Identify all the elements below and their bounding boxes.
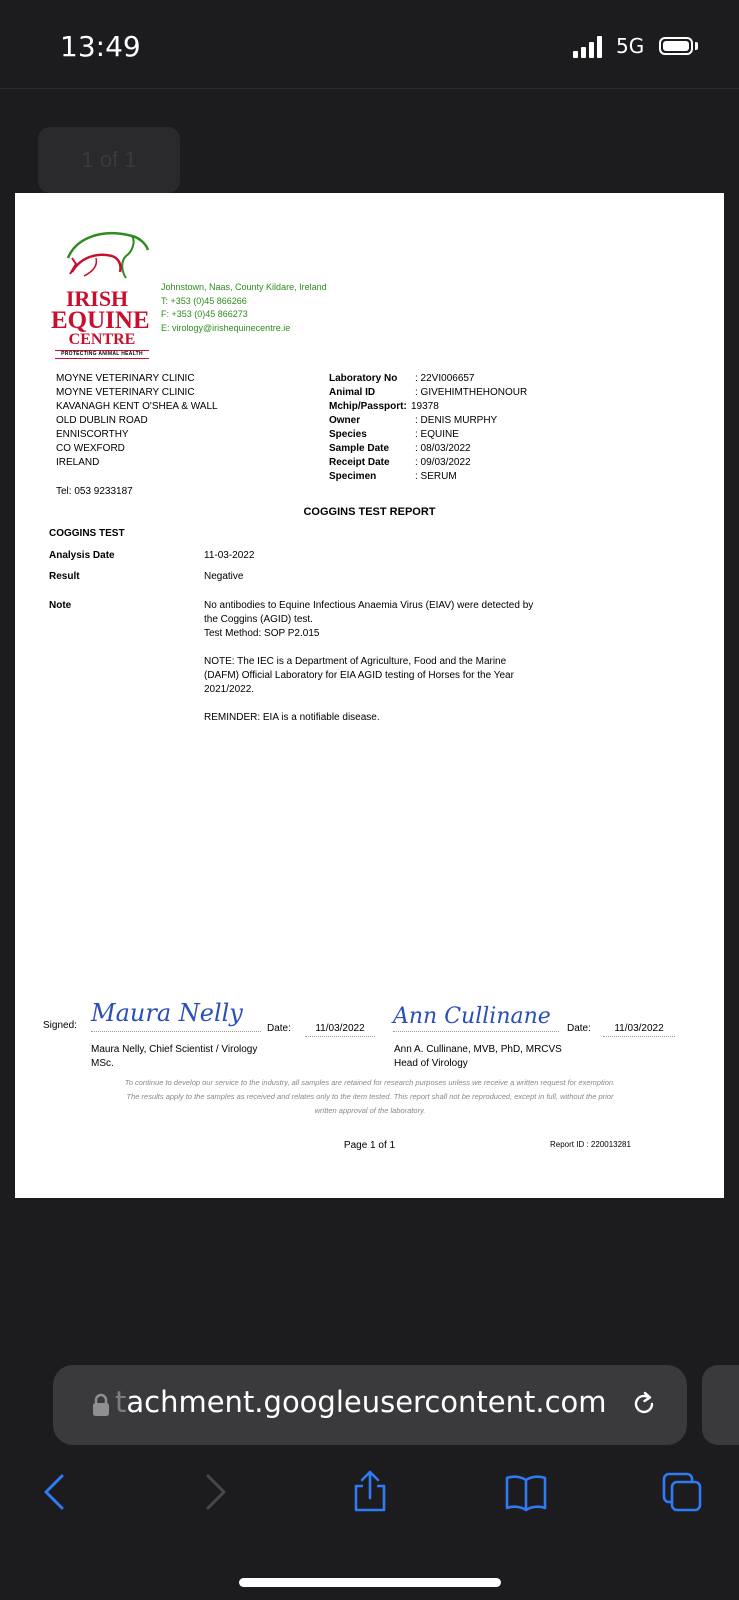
sample-details xyxy=(329,372,629,484)
note-line: No antibodies to Equine Infectious Anaemia Virus (EIAV) were detected by xyxy=(204,600,534,611)
detail-row xyxy=(329,414,629,428)
disclaimer-line: The results apply to the samples as received and relates only to the item tested. This report shall not be reproduced, except in full, without the prior xyxy=(126,1092,614,1101)
detail-label: Species xyxy=(329,429,367,440)
note-line: (DAFM) Official Laboratory for EIA AGID testing of Horses for the Year xyxy=(204,670,514,681)
client-line: CO WEXFORD xyxy=(56,443,125,454)
signal-icon xyxy=(573,36,607,58)
document-page xyxy=(15,193,724,1198)
divider xyxy=(0,88,739,89)
url-text-main: achment.googleusercontent.com xyxy=(126,1385,607,1419)
reload-icon[interactable] xyxy=(629,1389,659,1419)
detail-label: Owner xyxy=(329,415,361,426)
detail-value: : DENIS MURPHY xyxy=(415,415,498,426)
detail-label: Sample Date xyxy=(329,443,390,454)
network-label: 5G xyxy=(616,34,645,58)
back-icon[interactable] xyxy=(34,1470,78,1514)
detail-value: : 08/03/2022 xyxy=(415,443,471,454)
detail-label: Laboratory No xyxy=(329,373,398,384)
detail-label: Specimen xyxy=(329,471,377,482)
detail-label: Receipt Date xyxy=(329,457,390,468)
page-indicator: 1 of 1 xyxy=(38,127,180,193)
detail-value: : 09/03/2022 xyxy=(415,457,471,468)
tabs-icon[interactable] xyxy=(660,1470,704,1514)
url-text[interactable] xyxy=(115,1385,607,1419)
client-line: ENNISCORTHY xyxy=(56,429,129,440)
forward-icon[interactable] xyxy=(192,1470,236,1514)
horse-logo-icon xyxy=(62,228,150,280)
detail-label: Animal ID xyxy=(329,387,376,398)
detail-row xyxy=(329,386,629,400)
client-line: MOYNE VETERINARY CLINIC xyxy=(56,387,195,398)
signature-image xyxy=(89,993,259,1033)
signatory-title: Head of Virology xyxy=(394,1058,468,1069)
detail-value: : 22VI006657 xyxy=(415,373,475,384)
page-number: Page 1 of 1 xyxy=(343,1140,396,1151)
disclaimer-line: To continue to develop our service to the industry, all samples are retained for research purposes unless we receive a written request for exemption. xyxy=(124,1078,616,1087)
note-line: Test Method: SOP P2.015 xyxy=(204,628,320,639)
signature-line xyxy=(393,1031,559,1032)
signatory-2 xyxy=(394,1043,562,1071)
note-line: NOTE: The IEC is a Department of Agriculture, Food and the Marine xyxy=(204,656,507,667)
svg-text:Maura Nelly: Maura Nelly xyxy=(91,999,243,1027)
status-bar xyxy=(0,0,739,88)
client-tel: Tel: 053 9233187 xyxy=(56,486,133,497)
clock: 13:49 xyxy=(60,30,141,63)
lab-address: Johnstown, Naas, County Kildare, Ireland xyxy=(161,282,327,292)
signatory-1 xyxy=(91,1043,257,1071)
note-label: Note xyxy=(49,600,72,611)
share-icon[interactable] xyxy=(348,1470,392,1514)
analysis-date-value: 11-03-2022 xyxy=(204,550,255,561)
bookmarks-icon[interactable] xyxy=(504,1470,548,1514)
signatory-name: Ann A. Cullinane, MVB, PhD, MRCVS xyxy=(394,1044,562,1055)
report-id: Report ID : 220013281 xyxy=(550,1140,631,1149)
client-line: MOYNE VETERINARY CLINIC xyxy=(56,373,195,384)
detail-row xyxy=(329,470,629,484)
logo-text-equine: EQUINE xyxy=(51,307,150,334)
client-address xyxy=(56,372,218,470)
lab-email: E: virology@irishequinecentre.ie xyxy=(161,322,291,333)
client-line: IRELAND xyxy=(56,457,100,468)
date-label: Date: xyxy=(567,1023,591,1034)
detail-label: Mchip/Passport: xyxy=(329,401,407,412)
detail-row xyxy=(329,400,629,414)
report-title: COGGINS TEST REPORT xyxy=(303,506,436,518)
note-line xyxy=(204,697,604,711)
lab-phone: T: +353 (0)45 866266 xyxy=(161,295,247,306)
date-value-1: 11/03/2022 xyxy=(305,1022,375,1037)
test-heading: COGGINS TEST xyxy=(49,528,125,539)
url-text-faded: t xyxy=(115,1385,127,1419)
disclaimer-line: written approval of the laboratory. xyxy=(314,1106,426,1115)
analysis-date-label: Analysis Date xyxy=(49,550,115,561)
note-line: 2021/2022. xyxy=(204,684,255,695)
result-value: Negative xyxy=(204,571,244,582)
logo-text-irish: IRISH xyxy=(65,286,129,311)
detail-row xyxy=(329,456,629,470)
detail-row xyxy=(329,372,629,386)
battery-icon xyxy=(659,37,693,55)
result-label: Result xyxy=(49,571,80,582)
detail-value: : SERUM xyxy=(415,471,457,482)
home-indicator[interactable] xyxy=(239,1578,501,1587)
lab-fax: F: +353 (0)45 866273 xyxy=(161,309,248,319)
logo-text-centre: CENTRE xyxy=(68,331,136,348)
disclaimer xyxy=(75,1076,665,1118)
client-line: OLD DUBLIN ROAD xyxy=(56,415,148,426)
detail-value: : EQUINE xyxy=(415,429,459,440)
next-tab-preview[interactable] xyxy=(702,1365,739,1445)
svg-text:Ann Cullinane: Ann Cullinane xyxy=(393,1004,551,1029)
detail-row xyxy=(329,442,629,456)
note-line xyxy=(204,641,604,655)
detail-value: : GIVEHIMTHEHONOUR xyxy=(415,387,528,398)
signatory-name: Maura Nelly, Chief Scientist / Virology xyxy=(91,1044,258,1055)
client-line: KAVANAGH KENT O'SHEA & WALL xyxy=(56,401,218,412)
signed-label: Signed: xyxy=(43,1020,77,1031)
signatory-title: MSc. xyxy=(91,1058,114,1069)
signature-line xyxy=(91,1031,261,1032)
note-line: the Coggins (AGID) test. xyxy=(204,614,313,625)
detail-row xyxy=(329,428,629,442)
detail-value: 19378 xyxy=(411,401,439,412)
logo-tagline: PROTECTING ANIMAL HEALTH xyxy=(55,350,149,359)
lock-icon xyxy=(91,1393,111,1417)
note-line: REMINDER: EIA is a notifiable disease. xyxy=(204,712,380,723)
date-value-2: 11/03/2022 xyxy=(603,1022,675,1037)
signature-image xyxy=(389,991,559,1035)
date-label: Date: xyxy=(267,1023,291,1034)
battery-tip xyxy=(695,42,698,50)
note-text xyxy=(204,599,604,725)
